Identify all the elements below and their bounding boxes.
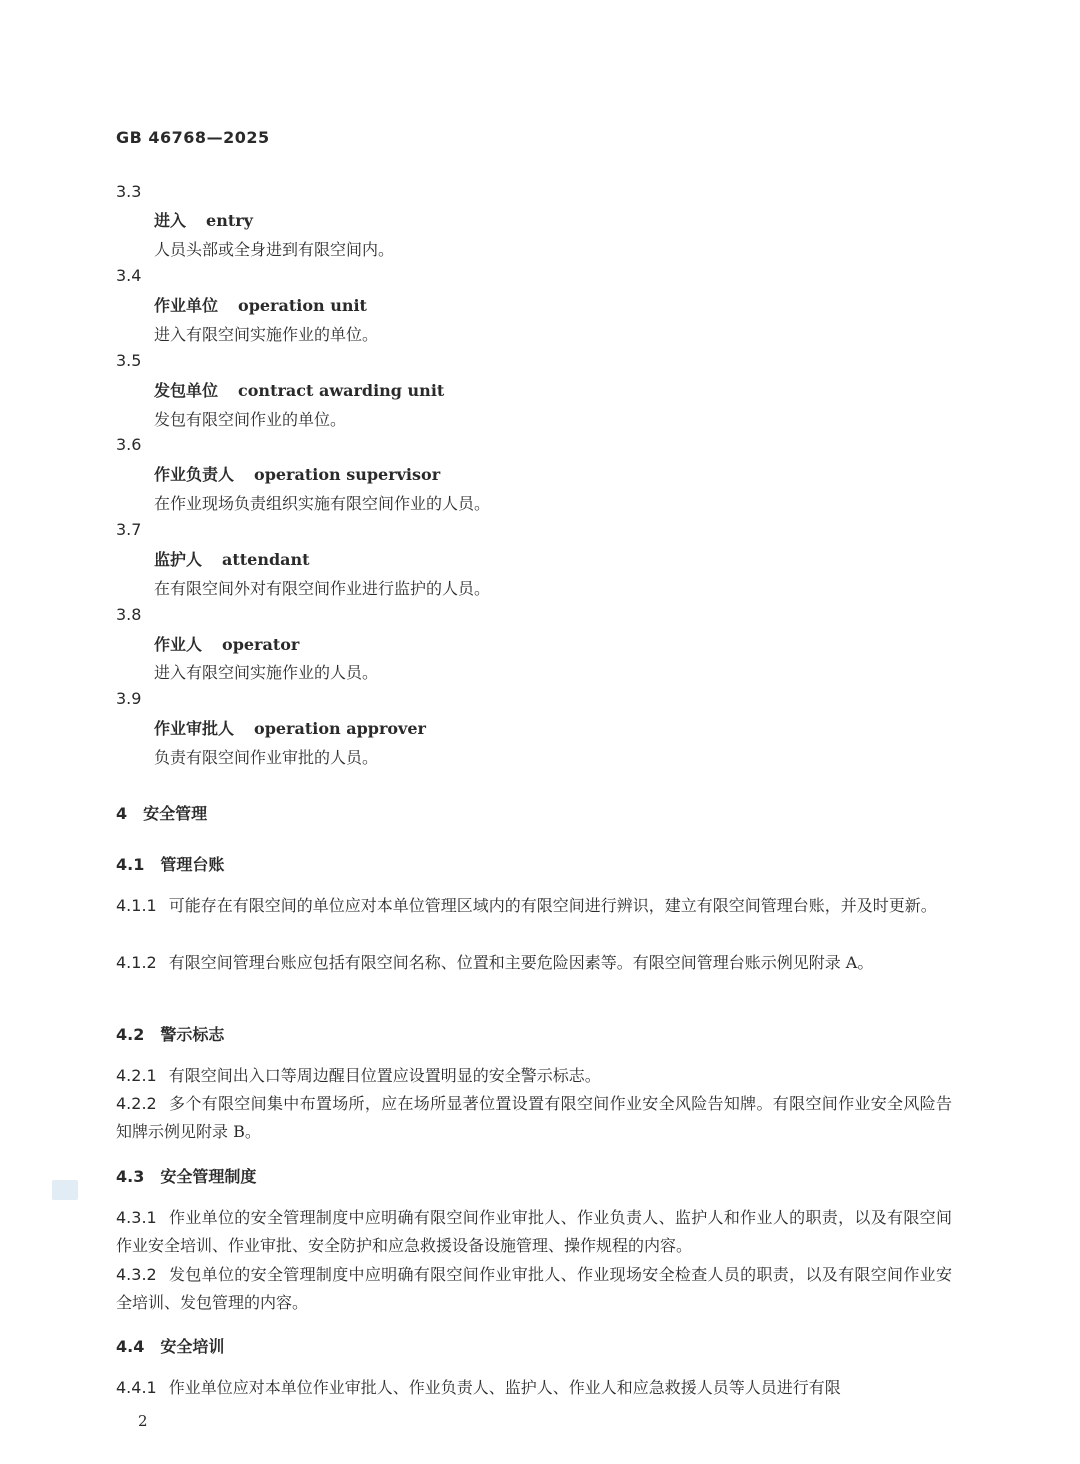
term-name-en: operator xyxy=(222,635,300,654)
clause-number: 4.1.1 xyxy=(116,896,157,915)
term-name-en: operation supervisor xyxy=(254,465,441,484)
term-definition: 发包有限空间作业的单位。 xyxy=(154,410,347,429)
clause-text: 发包单位的安全管理制度中应明确有限空间作业审批人、作业现场安全检查人员的职责，以及有限空间作业安全培训、发包管理的内容。 xyxy=(116,1265,952,1312)
page-number: 2 xyxy=(138,1412,148,1430)
term-definition: 在有限空间外对有限空间作业进行监护的人员。 xyxy=(154,579,491,598)
term-name-zh: 作业单位 xyxy=(154,296,219,315)
clause-text: 可能存在有限空间的单位应对本单位管理区域内的有限空间进行辨识，建立有限空间管理台账，并及时更新。 xyxy=(168,896,937,915)
term-name-en: operation approver xyxy=(254,719,426,738)
section-heading xyxy=(116,852,224,875)
term-name xyxy=(154,293,367,316)
section-number: 4 xyxy=(116,804,128,823)
clause-text: 作业单位的安全管理制度中应明确有限空间作业审批人、作业负责人、监护人和作业人的职责，以及有限空间作业安全培训、作业审批、安全防护和应急救援设备设施管理、操作规程的内容。 xyxy=(116,1208,952,1255)
term-name-en: contract awarding unit xyxy=(238,381,445,400)
term-name xyxy=(154,208,253,231)
clause-number: 4.2.1 xyxy=(116,1066,157,1085)
clause-number: 4.2.2 xyxy=(116,1094,157,1113)
section-heading xyxy=(116,1334,224,1357)
clause-text: 多个有限空间集中布置场所，应在场所显著位置设置有限空间作业安全风险告知牌。有限空间作业安全风险告知牌示例见附录 B。 xyxy=(116,1094,952,1141)
clause-text: 有限空间管理台账应包括有限空间名称、位置和主要危险因素等。有限空间管理台账示例见附录 A。 xyxy=(168,953,874,972)
term-number: 3.3 xyxy=(116,182,142,201)
term-name-zh: 发包单位 xyxy=(154,381,219,400)
section-title: 安全管理制度 xyxy=(160,1167,257,1186)
section-heading xyxy=(116,1164,256,1187)
term-name-zh: 监护人 xyxy=(154,550,203,569)
term-definition: 人员头部或全身进到有限空间内。 xyxy=(154,240,395,259)
term-name-en: operation unit xyxy=(238,296,367,315)
clause-paragraph xyxy=(116,949,952,977)
section-title: 管理台账 xyxy=(160,855,225,874)
term-definition: 在作业现场负责组织实施有限空间作业的人员。 xyxy=(154,494,491,513)
section-number: 4.3 xyxy=(116,1167,145,1186)
section-title: 安全培训 xyxy=(160,1337,225,1356)
clause-paragraph xyxy=(116,1374,952,1402)
term-name xyxy=(154,378,444,401)
watermark-stamp xyxy=(52,1180,78,1200)
term-number: 3.7 xyxy=(116,520,142,539)
standard-number: GB 46768—2025 xyxy=(116,128,270,147)
term-name xyxy=(154,462,440,485)
term-number: 3.4 xyxy=(116,266,142,285)
term-number: 3.9 xyxy=(116,689,142,708)
section-number: 4.1 xyxy=(116,855,145,874)
term-name-en: entry xyxy=(206,211,253,230)
term-name xyxy=(154,632,299,655)
clause-paragraph xyxy=(116,1204,952,1260)
clause-text: 有限空间出入口等周边醒目位置应设置明显的安全警示标志。 xyxy=(168,1066,601,1085)
clause-paragraph xyxy=(116,1261,952,1317)
term-name-zh: 作业审批人 xyxy=(154,719,235,738)
clause-number: 4.4.1 xyxy=(116,1378,157,1397)
section-title: 警示标志 xyxy=(160,1025,225,1044)
term-name-zh: 进入 xyxy=(154,211,187,230)
section-heading xyxy=(116,801,207,824)
term-number: 3.5 xyxy=(116,351,142,370)
term-number: 3.6 xyxy=(116,435,142,454)
term-definition: 进入有限空间实施作业的人员。 xyxy=(154,663,379,682)
section-title: 安全管理 xyxy=(143,804,208,823)
term-name xyxy=(154,716,426,739)
term-definition: 负责有限空间作业审批的人员。 xyxy=(154,748,379,767)
section-number: 4.2 xyxy=(116,1025,145,1044)
clause-number: 4.3.2 xyxy=(116,1265,157,1284)
term-name xyxy=(154,547,310,570)
term-name-en: attendant xyxy=(222,550,310,569)
clause-paragraph xyxy=(116,1062,952,1090)
clause-number: 4.1.2 xyxy=(116,953,157,972)
term-name-zh: 作业人 xyxy=(154,635,203,654)
term-definition: 进入有限空间实施作业的单位。 xyxy=(154,325,379,344)
term-name-zh: 作业负责人 xyxy=(154,465,235,484)
clause-paragraph xyxy=(116,892,952,920)
section-number: 4.4 xyxy=(116,1337,145,1356)
clause-number: 4.3.1 xyxy=(116,1208,157,1227)
section-heading xyxy=(116,1022,224,1045)
clause-text: 作业单位应对本单位作业审批人、作业负责人、监护人、作业人和应急救援人员等人员进行有限 xyxy=(168,1378,841,1397)
clause-paragraph xyxy=(116,1090,952,1146)
term-number: 3.8 xyxy=(116,605,142,624)
